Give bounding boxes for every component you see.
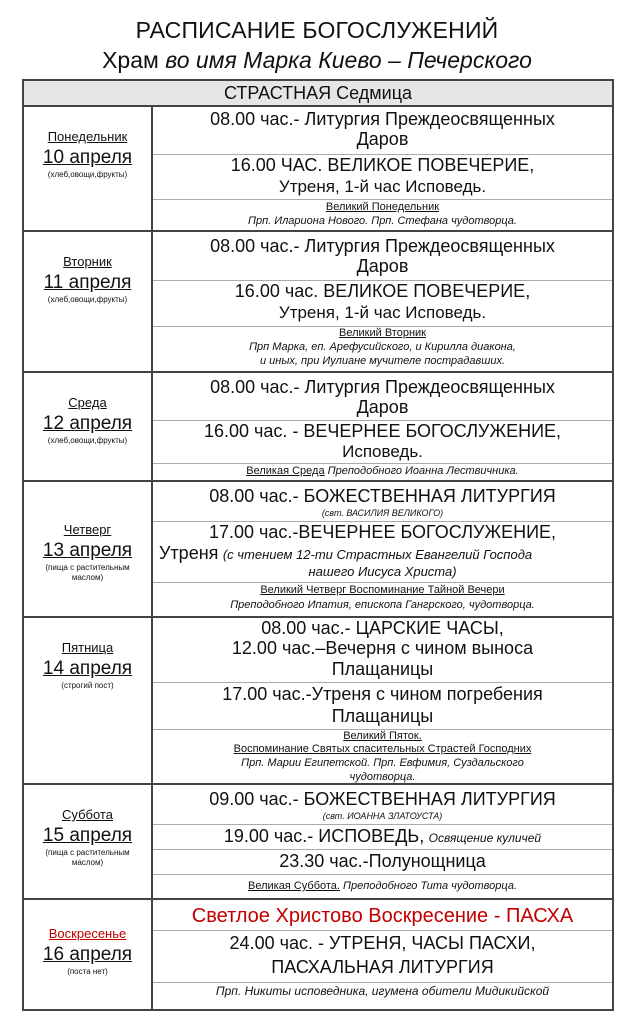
day-date: 16 апреля (42, 944, 133, 965)
fasting-note: (хлеб,овощи,фрукты) (47, 170, 128, 179)
service-line: Плащаницы (331, 706, 434, 726)
church-mid: во имя (165, 47, 237, 73)
service-line: 09.00 час.- БОЖЕСТВЕННАЯ ЛИТУРГИЯ (209, 789, 556, 809)
commemoration: Прп. Никиты исповедника, игумена обители Мидикийской (215, 984, 550, 998)
day-row-thursday (24, 482, 612, 618)
day-name: Среда (68, 395, 107, 410)
feast-title: Великий Четверг Воспоминание Тайной Вечери (260, 584, 505, 596)
church-prefix: Храм (102, 47, 159, 73)
church-saint: Марка Киево – Печерского (243, 47, 532, 73)
service-line: 08.00 час.- Литургия Преждеосвященных (210, 236, 555, 256)
feast-subtitle: Воспоминание Святых спасительных Страстей Господних (233, 743, 532, 755)
divider (153, 199, 612, 200)
day-row-friday (24, 618, 612, 785)
day-name: Вторник (63, 254, 112, 269)
day-cell (24, 785, 153, 898)
day-name: Четверг (63, 522, 112, 537)
service-note: Освящение куличей (428, 831, 542, 845)
divider (153, 582, 612, 583)
services-cell (153, 785, 612, 898)
service-line: 08.00 час.- БОЖЕСТВЕННАЯ ЛИТУРГИЯ (209, 486, 556, 506)
service-note: (с чтением 12-ти Страстных Евангелий Господа (222, 547, 533, 562)
day-row-tuesday (24, 232, 612, 373)
day-cell (24, 373, 153, 480)
service-line: ПАСХАЛЬНАЯ ЛИТУРГИЯ (271, 957, 494, 977)
commemoration: Преподобного Иоанна Лествичника. (327, 465, 519, 477)
feast-title: Великий Пяток. (343, 730, 422, 742)
divider (153, 463, 612, 464)
service-line: 16.00 час. - ВЕЧЕРНЕЕ БОГОСЛУЖЕНИЕ, (203, 421, 562, 441)
commemoration: Преподобного Тита чудотворца. (343, 880, 518, 892)
day-row-saturday (24, 785, 612, 900)
service-note: (свт. ИОАННА ЗЛАТОУСТА) (322, 811, 443, 821)
service-line: 17.00 час.-Утреня с чином погребения (222, 684, 543, 704)
feast-title: Великий Вторник (339, 327, 426, 339)
service-line (153, 543, 612, 564)
divider (153, 849, 612, 850)
service-line: Исповедь. (342, 442, 423, 461)
services-cell (153, 482, 612, 616)
feast-line (153, 465, 612, 478)
feast-title: Великая Суббота. (247, 880, 340, 892)
day-cell (24, 618, 153, 783)
schedule-table (22, 79, 614, 1011)
commemoration: Прп. Илариона Нового. Прп. Стефана чудотворца. (247, 215, 517, 227)
feast-title: Великий Понедельник (325, 201, 440, 213)
day-date: 11 апреля (43, 272, 132, 293)
divider (153, 930, 612, 931)
service-line: 08.00 час.- Литургия Преждеосвященных (210, 377, 555, 397)
services-cell (153, 373, 612, 480)
service-line: 16.00 ЧАС. ВЕЛИКОЕ ПОВЕЧЕРИЕ, (230, 155, 535, 175)
page-title: РАСПИСАНИЕ БОГОСЛУЖЕНИЙ (135, 17, 499, 43)
day-date: 12 апреля (42, 413, 133, 434)
church-name (0, 46, 634, 74)
service-line: 08.00 час.- ЦАРСКИЕ ЧАСЫ, (261, 618, 504, 638)
day-cell (24, 107, 153, 230)
day-row-sunday (24, 900, 612, 1009)
fasting-note: (пища с растительным (45, 563, 130, 572)
fasting-note: маслом) (71, 573, 104, 582)
service-text: 19.00 час.- ИСПОВЕДЬ, (223, 826, 425, 846)
service-line: 12.00 час.–Вечерня с чином выноса (231, 638, 534, 658)
service-note: (свт. ВАСИЛИЯ ВЕЛИКОГО) (321, 508, 444, 518)
service-line: 24.00 час. - УТРЕНЯ, ЧАСЫ ПАСХИ, (229, 933, 536, 953)
commemoration: Прп Марка, еп. Арефусийского, и Кирилла диакона, (249, 341, 516, 353)
divider (153, 682, 612, 683)
day-date: 10 апреля (42, 147, 133, 168)
service-line: 23.30 час.-Полунощница (279, 851, 486, 871)
service-line: Даров (356, 256, 409, 276)
commemoration: чудотворца. (349, 771, 416, 783)
commemoration: Преподобного Ипатия, епископа Гангрского, чудотворца. (230, 599, 535, 611)
day-date: 14 апреля (42, 658, 133, 679)
service-line: Даров (356, 129, 409, 149)
day-date: 13 апреля (42, 540, 133, 561)
day-date: 15 апреля (42, 825, 133, 846)
feast-title: Великая Среда (246, 465, 325, 477)
commemoration: Прп. Марии Египетской. Прп. Евфимия, Суздальского (241, 757, 524, 769)
day-cell (24, 482, 153, 616)
service-line: 17.00 час.-ВЕЧЕРНЕЕ БОГОСЛУЖЕНИЕ, (208, 522, 557, 542)
day-cell (24, 900, 153, 1009)
fasting-note: (поста нет) (67, 967, 108, 976)
service-line: Утреня, 1-й час Исповедь. (278, 303, 487, 322)
day-name: Воскресенье (48, 926, 127, 941)
service-line: Плащаницы (331, 659, 434, 679)
service-note: нашего Иисуса Христа) (308, 564, 457, 579)
services-cell (153, 232, 612, 371)
service-line (153, 826, 612, 847)
service-line: 08.00 час.- Литургия Преждеосвященных (210, 109, 555, 129)
day-name: Суббота (62, 807, 113, 822)
service-line: Даров (356, 397, 409, 417)
service-text: Утреня (159, 543, 219, 563)
service-line: 16.00 час. ВЕЛИКОЕ ПОВЕЧЕРИЕ, (234, 281, 531, 301)
divider (153, 982, 612, 983)
service-line: Утреня, 1-й час Исповедь. (278, 177, 487, 196)
day-name: Пятница (61, 640, 114, 655)
fasting-note: (хлеб,овощи,фрукты) (47, 295, 128, 304)
feast-line (153, 880, 612, 893)
fasting-note: маслом) (71, 858, 104, 867)
commemoration: и иных, при Иулиане мучителе пострадавших. (259, 355, 506, 367)
fasting-note: (строгий пост) (61, 681, 114, 690)
services-cell (153, 900, 612, 1009)
day-name: Понедельник (47, 129, 128, 144)
services-cell (153, 107, 612, 230)
day-cell (24, 232, 153, 371)
fasting-note: (хлеб,овощи,фрукты) (47, 436, 128, 445)
week-title: СТРАСТНАЯ Седмица (24, 81, 612, 107)
divider (153, 824, 612, 825)
day-row-monday (24, 107, 612, 232)
fasting-note: (пища с растительным (45, 848, 130, 857)
services-cell (153, 618, 612, 783)
feast-title-red: Светлое Христово Воскресение - ПАСХА (191, 905, 574, 927)
day-row-wednesday (24, 373, 612, 482)
divider (153, 874, 612, 875)
